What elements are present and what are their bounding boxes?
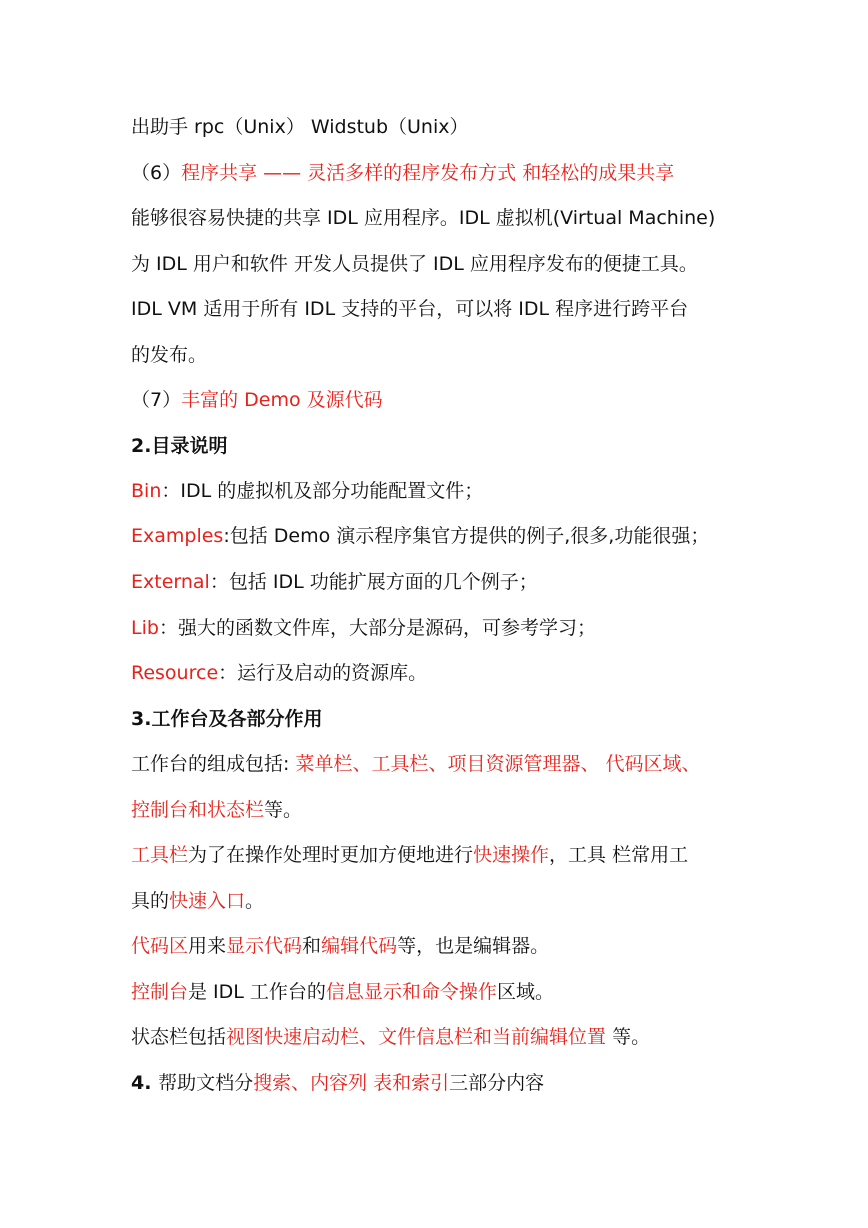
- section-4-line: [131, 1069, 544, 1097]
- body-line-share-2: [131, 250, 698, 278]
- text-segment: 能够很容易快捷的共享 IDL 应用程序。IDL 虚拟机(Virtual Machine): [131, 207, 716, 229]
- highlight-text: Examples: [131, 525, 224, 547]
- dir-lib-line: [131, 614, 596, 642]
- text-segment: 三部分内容: [449, 1072, 545, 1094]
- text-segment: ：强大的函数文件库，大部分是源码，可参考学习；: [158, 617, 596, 639]
- highlight-text: 搜索、内容列 表和索引: [253, 1072, 450, 1094]
- text-segment: 等。: [606, 1026, 651, 1048]
- highlight-text: 丰富的 Demo 及源代码: [181, 389, 383, 411]
- text-segment: 是 IDL 工作台的: [188, 981, 326, 1003]
- text-segment: 状态栏包括: [131, 1026, 227, 1048]
- section-2-heading: [131, 432, 227, 460]
- text-segment: 2.目录说明: [131, 435, 228, 457]
- highlight-text: 快速入口: [169, 890, 246, 912]
- text-segment: 等。: [264, 799, 303, 821]
- text-segment: （7）: [131, 389, 182, 411]
- text-segment: 和: [302, 935, 322, 957]
- item-6-heading: [131, 159, 674, 187]
- dir-bin-line: [131, 477, 483, 505]
- body-line-share-3: [131, 295, 688, 323]
- highlight-text: 控制台和状态栏: [131, 799, 265, 821]
- highlight-text: 快速操作: [473, 844, 550, 866]
- text-segment: 的发布。: [131, 344, 208, 366]
- workbench-components-line-2: [131, 796, 302, 824]
- highlight-text: 代码区: [131, 935, 189, 957]
- highlight-text: 视图快速启动栏、文件信息栏和当前编辑位置: [226, 1026, 607, 1048]
- dir-resource-line: [131, 659, 427, 687]
- text-segment: 4.: [131, 1072, 159, 1094]
- workbench-components-line-1: [131, 750, 701, 778]
- text-segment: 出助手 rpc（Unix） Widstub（Unix）: [131, 116, 469, 138]
- highlight-text: Lib: [131, 617, 159, 639]
- highlight-text: 显示代码: [226, 935, 303, 957]
- text-segment: 为了在操作处理时更加方便地进行: [188, 844, 474, 866]
- toolbar-desc-line-2: [131, 887, 264, 915]
- highlight-text: 程序共享 —— 灵活多样的程序发布方式 和轻松的成果共享: [181, 162, 675, 184]
- text-segment: ：IDL 的虚拟机及部分功能配置文件；: [161, 480, 484, 502]
- highlight-text: 信息显示和命令操作: [325, 981, 497, 1003]
- highlight-text: 编辑代码: [321, 935, 398, 957]
- text-segment: :包括 Demo 演示程序集官方提供的例子,很多,功能很强；: [223, 525, 710, 547]
- text-segment: ，工具 栏常用工: [549, 844, 689, 866]
- code-area-desc-line: [131, 932, 549, 960]
- highlight-text: Resource: [131, 662, 219, 684]
- dir-examples-line: [131, 522, 709, 550]
- text-segment: ：运行及启动的资源库。: [218, 662, 428, 684]
- text-segment: （6）: [131, 162, 182, 184]
- highlight-text: 工具栏: [131, 844, 189, 866]
- section-3-heading: [131, 705, 322, 733]
- dir-external-line: [131, 568, 538, 596]
- statusbar-desc-line: [131, 1023, 650, 1051]
- text-segment: 具的: [131, 890, 170, 912]
- toolbar-desc-line-1: [131, 841, 688, 869]
- highlight-text: Bin: [131, 480, 162, 502]
- console-desc-line: [131, 978, 554, 1006]
- highlight-text: External: [131, 571, 210, 593]
- highlight-text: 菜单栏、工具栏、项目资源管理器、 代码区域、: [295, 753, 701, 775]
- text-segment: 为 IDL 用户和软件 开发人员提供了 IDL 应用程序发布的便捷工具。: [131, 253, 698, 275]
- text-segment: IDL VM 适用于所有 IDL 支持的平台，可以将 IDL 程序进行跨平台: [131, 298, 689, 320]
- text-segment: 帮助文档分: [158, 1072, 254, 1094]
- text-segment: ：包括 IDL 功能扩展方面的几个例子；: [209, 571, 538, 593]
- text-segment: 用来: [188, 935, 227, 957]
- text-segment: 。: [245, 890, 265, 912]
- body-line-share-1: [131, 204, 715, 232]
- body-line-output-assistant: [131, 113, 469, 141]
- item-7-heading: [131, 386, 383, 414]
- highlight-text: 控制台: [131, 981, 189, 1003]
- text-segment: 3.工作台及各部分作用: [131, 708, 323, 730]
- text-segment: 工作台的组成包括:: [131, 753, 296, 775]
- text-segment: 等，也是编辑器。: [397, 935, 550, 957]
- body-line-share-4: [131, 341, 207, 369]
- text-segment: 区域。: [496, 981, 554, 1003]
